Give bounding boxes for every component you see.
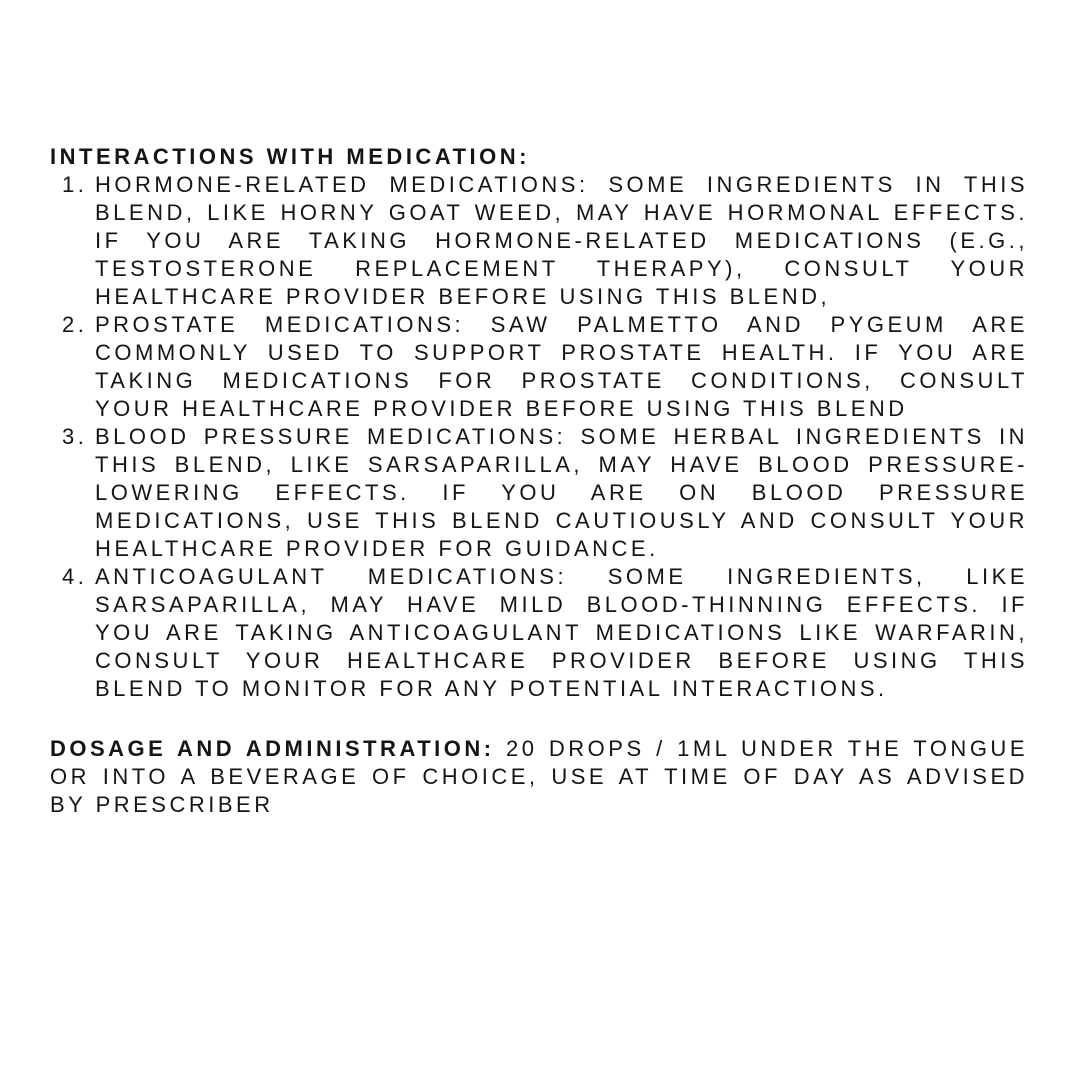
list-item-number: 3. <box>62 424 88 449</box>
document-body <box>50 143 1028 841</box>
interactions-list <box>50 171 1028 703</box>
dosage-label: DOSAGE AND ADMINISTRATION: <box>50 736 495 761</box>
list-item-text: ANTICOAGULANT MEDICATIONS: SOME INGREDIENTS, LIKE SARSAPARILLA, MAY HAVE MILD BLOOD-THINNING EFFECTS. IF YOU ARE TAKING ANTICOAGULANT MEDICATIONS LIKE WARFARIN, CONSULT YOUR HEALTHCARE PROVIDER BEFORE USING THIS BLEND TO MONITOR FOR ANY POTENTIAL INTERACTIONS. <box>95 564 1028 701</box>
interactions-heading: INTERACTIONS WITH MEDICATION: <box>50 144 530 169</box>
list-item-text: BLOOD PRESSURE MEDICATIONS: SOME HERBAL INGREDIENTS IN THIS BLEND, LIKE SARSAPARILLA, MAY HAVE BLOOD PRESSURE-LOWERING EFFECTS. IF YOU ARE ON BLOOD PRESSURE MEDICATIONS, USE THIS BLEND CAUTIOUSLY AND CONSULT YOUR HEALTHCARE PROVIDER FOR GUIDANCE. <box>95 424 1028 561</box>
list-item-number: 2. <box>62 312 88 337</box>
list-item-number: 4. <box>62 564 88 589</box>
list-item <box>50 423 1028 563</box>
list-item-text: PROSTATE MEDICATIONS: SAW PALMETTO AND PYGEUM ARE COMMONLY USED TO SUPPORT PROSTATE HEALTH. IF YOU ARE TAKING MEDICATIONS FOR PROSTATE CONDITIONS, CONSULT YOUR HEALTHCARE PROVIDER BEFORE USING THIS BLEND <box>95 312 1028 421</box>
dosage-paragraph <box>50 735 1028 819</box>
list-item <box>50 311 1028 423</box>
list-item-number: 1. <box>62 172 88 197</box>
list-item-text: HORMONE-RELATED MEDICATIONS: SOME INGREDIENTS IN THIS BLEND, LIKE HORNY GOAT WEED, MAY HAVE HORMONAL EFFECTS. IF YOU ARE TAKING HORMONE-RELATED MEDICATIONS (E.G., TESTOSTERONE REPLACEMENT THERAPY), CONSULT YOUR HEALTHCARE PROVIDER BEFORE USING THIS BLEND, <box>95 172 1028 309</box>
list-item <box>50 563 1028 703</box>
list-item <box>50 171 1028 311</box>
dosage-text: 20 DROPS / 1ML UNDER THE TONGUE OR INTO A BEVERAGE OF CHOICE, USE AT TIME OF DAY AS ADVISED BY PRESCRIBER <box>50 736 1028 817</box>
